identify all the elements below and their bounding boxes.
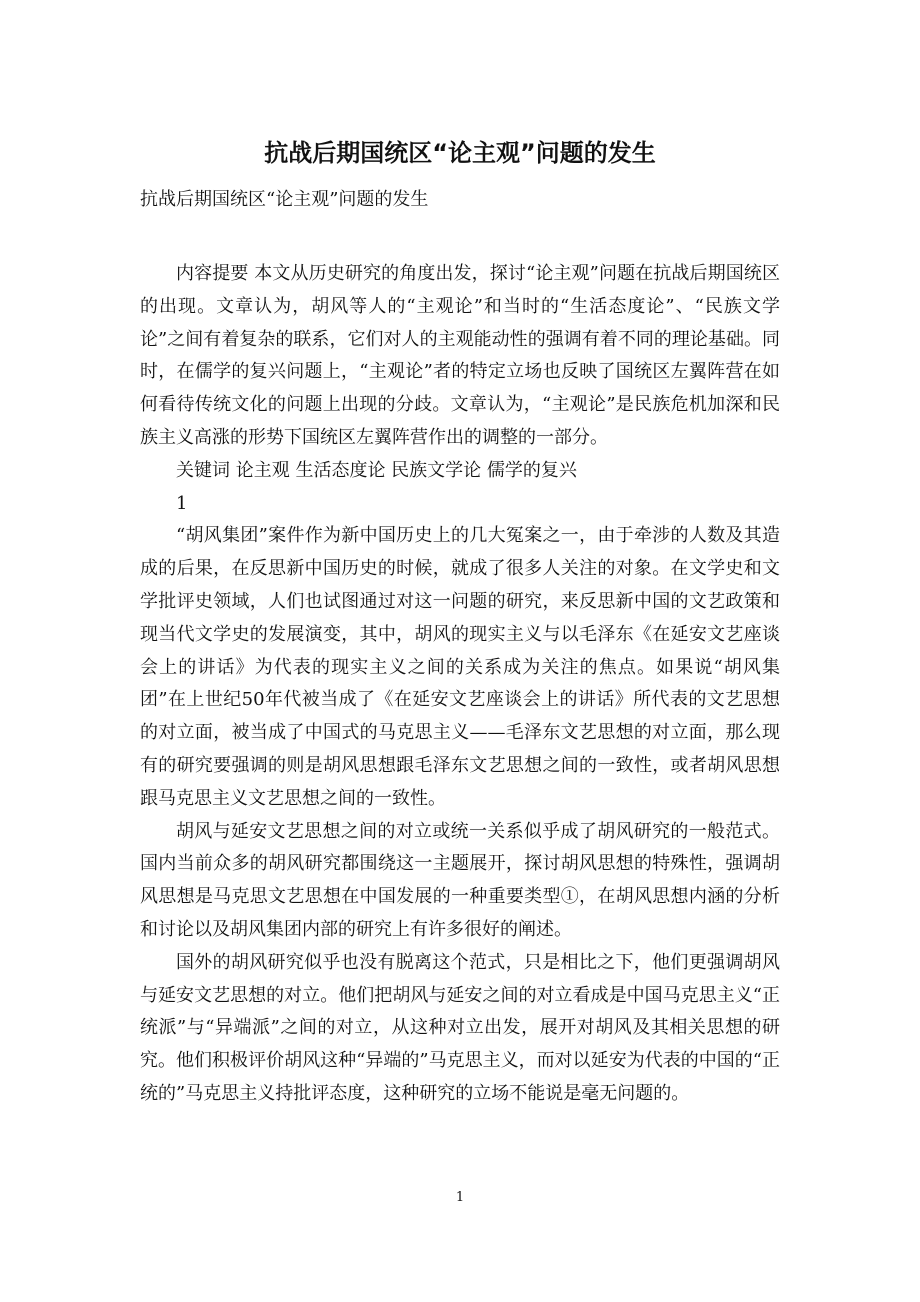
body-paragraph-1: “胡风集团”案件作为新中国历史上的几大冤案之一，由于牵涉的人数及其造成的后果，在反思新中国历史的时候，就成了很多人关注的对象。在文学史和文学批评史领域，人们也试图通过对这一问题的研究，来反思新中国的文艺政策和现当代文学史的发展演变，其中，胡风的现实主义与以毛泽东《在延安文艺座谈会上的讲话》为代表的现实主义之间的关系成为关注的焦点。如果说“胡风集团”在上世纪50年代被当成了《在延安文艺座谈会上的讲话》所代表的文艺思想的对立面，被当成了中国式的马克思主义——毛泽东文艺思想的对立面，那么现有的研究要强调的则是胡风思想跟毛泽东文艺思想之间的一致性，或者胡风思想跟马克思主义文艺思想之间的一致性。 — [140, 525, 780, 809]
body-paragraph-2: 胡风与延安文艺思想之间的对立或统一关系似乎成了胡风研究的一般范式。国内当前众多的胡风研究都围绕这一主题展开，探讨胡风思想的特殊性，强调胡风思想是马克思文艺思想在中国发展的一种重要类型①，在胡风思想内涵的分析和讨论以及胡风集团内部的研究上有许多很好的阐述。 — [140, 820, 780, 940]
abstract-paragraph: 内容提要 本文从历史研究的角度出发，探讨“论主观”问题在抗战后期国统区的出现。文章认为，胡风等人的“主观论”和当时的“生活态度论”、“民族文学论”之间有着复杂的联系，它们对人的主观能动性的强调有着不同的理论基础。同时，在儒学的复兴问题上，“主观论”者的特定立场也反映了国统区左翼阵营在如何看待传统文化的问题上出现的分歧。文章认为，“主观论”是民族危机加深和民族主义高涨的形势下国统区左翼阵营作出的调整的一部分。 — [140, 263, 780, 448]
document-subtitle: 抗战后期国统区“论主观”问题的发生 — [140, 189, 429, 210]
document-title: 抗战后期国统区“论主观”问题的发生 — [264, 139, 656, 167]
section-number: 1 — [176, 492, 188, 514]
body-paragraph-3: 国外的胡风研究似乎也没有脱离这个范式，只是相比之下，他们更强调胡风与延安文艺思想的对立。他们把胡风与延安之间的对立看成是中国马克思主义“正统派”与“异端派”之间的对立，从这种对立出发，展开对胡风及其相关思想的研究。他们积极评价胡风这种“异端的”马克思主义，而对以延安为代表的中国的“正统的”马克思主义持批评态度，这种研究的立场不能说是毫无问题的。 — [140, 951, 780, 1104]
document-body — [140, 258, 780, 1111]
page-number: 1 — [455, 1190, 465, 1205]
keywords-line: 关键词 论主观 生活态度论 民族文学论 儒学的复兴 — [176, 459, 577, 481]
